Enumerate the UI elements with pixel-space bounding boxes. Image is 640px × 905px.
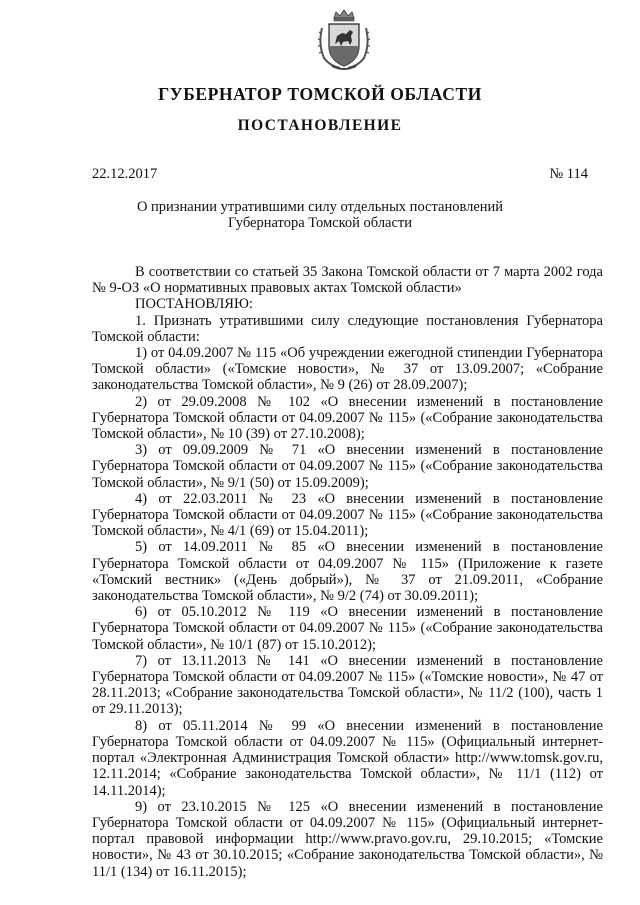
document-number: № 114	[549, 166, 588, 182]
organization-title: ГУБЕРНАТОР ТОМСКОЙ ОБЛАСТИ	[158, 84, 482, 104]
list-item: 1) от 04.09.2007 № 115 «Об учреждении ежегодной стипендии Губернатора Томской области» («Томские новости», № 37 от 13.09.2007; «Собрание законодательства Томской области», № 9 (26) от 28.09.2007);	[92, 345, 603, 394]
document-type-title: ПОСТАНОВЛЕНИЕ	[237, 117, 403, 134]
document-date: 22.12.2017	[92, 166, 158, 182]
list-item: 8) от 05.11.2014 № 99 «О внесении изменений в постановление Губернатора Томской области от 04.09.2007 № 115» (Официальный интернет-портал «Электронная Администрация Томской области» http://www.tomsk.gov.ru, 12.11.2014; «Собрание законодательства Томской области», № 11/1 (112) от 14.11.2014);	[92, 717, 603, 799]
preamble-paragraph: В соответствии со статьей 35 Закона Томской области от 7 марта 2002 года № 9-ОЗ «О нормативных правовых актах Томской области»	[92, 264, 603, 297]
list-item: 5) от 14.09.2011 № 85 «О внесении изменений в постановление Губернатора Томской области от 04.09.2007 № 115» (Приложение к газете «Томский вестник» («День добрый»), № 37 от 21.09.2011, «Собрание законодательства Томской области», № 9/2 (74) от 30.09.2011);	[92, 539, 603, 605]
resolve-heading: ПОСТАНОВЛЯЮ:	[135, 296, 253, 313]
list-item: 9) от 23.10.2015 № 125 «О внесении изменений в постановление Губернатора Томской области от 04.09.2007 № 115» (Официальный интернет-портал правовой информации http://www.pravo.gov.ru, 29.10.2015; «Томские новости», № 43 от 30.10.2015; «Собрание законодательства Томской области», № 11/1 (134) от 16.11.2015);	[92, 798, 603, 880]
document-subject	[0, 199, 640, 231]
subject-line: Губернатора Томской области	[227, 215, 413, 231]
document-body	[92, 264, 603, 880]
list-item: 3) от 09.09.2009 № 71 «О внесении изменений в постановление Губернатора Томской области от 04.09.2007 № 115» («Собрание законодательства Томской области», № 9/1 (50) от 15.09.2009);	[92, 442, 603, 491]
list-item: 2) от 29.09.2008 № 102 «О внесении изменений в постановление Губернатора Томской области от 04.09.2007 № 115» («Собрание законодательства Томской области», № 10 (39) от 27.10.2008);	[92, 393, 603, 443]
subject-line: О признании утратившими силу отдельных постановлений	[136, 199, 504, 215]
list-item: 4) от 22.03.2011 № 23 «О внесении изменений в постановление Губернатора Томской области от 04.09.2007 № 115» («Собрание законодательства Томской области», № 4/1 (69) от 15.04.2011);	[92, 490, 603, 540]
tomsk-coat-of-arms-emblem	[316, 8, 372, 72]
list-item: 6) от 05.10.2012 № 119 «О внесении изменений в постановление Губернатора Томской области от 04.09.2007 № 115» («Собрание законодательства Томской области», № 10/1 (87) от 15.10.2012);	[92, 604, 603, 653]
list-item: 7) от 13.11.2013 № 141 «О внесении изменений в постановление Губернатора Томской области от 04.09.2007 № 115» («Томские новости», № 47 от 28.11.2013; «Собрание законодательства Томской области», № 11/2 (100), часть 1 от 29.11.2013);	[92, 652, 603, 718]
clause-paragraph: 1. Признать утратившими силу следующие постановления Губернатора Томской области:	[92, 312, 603, 345]
